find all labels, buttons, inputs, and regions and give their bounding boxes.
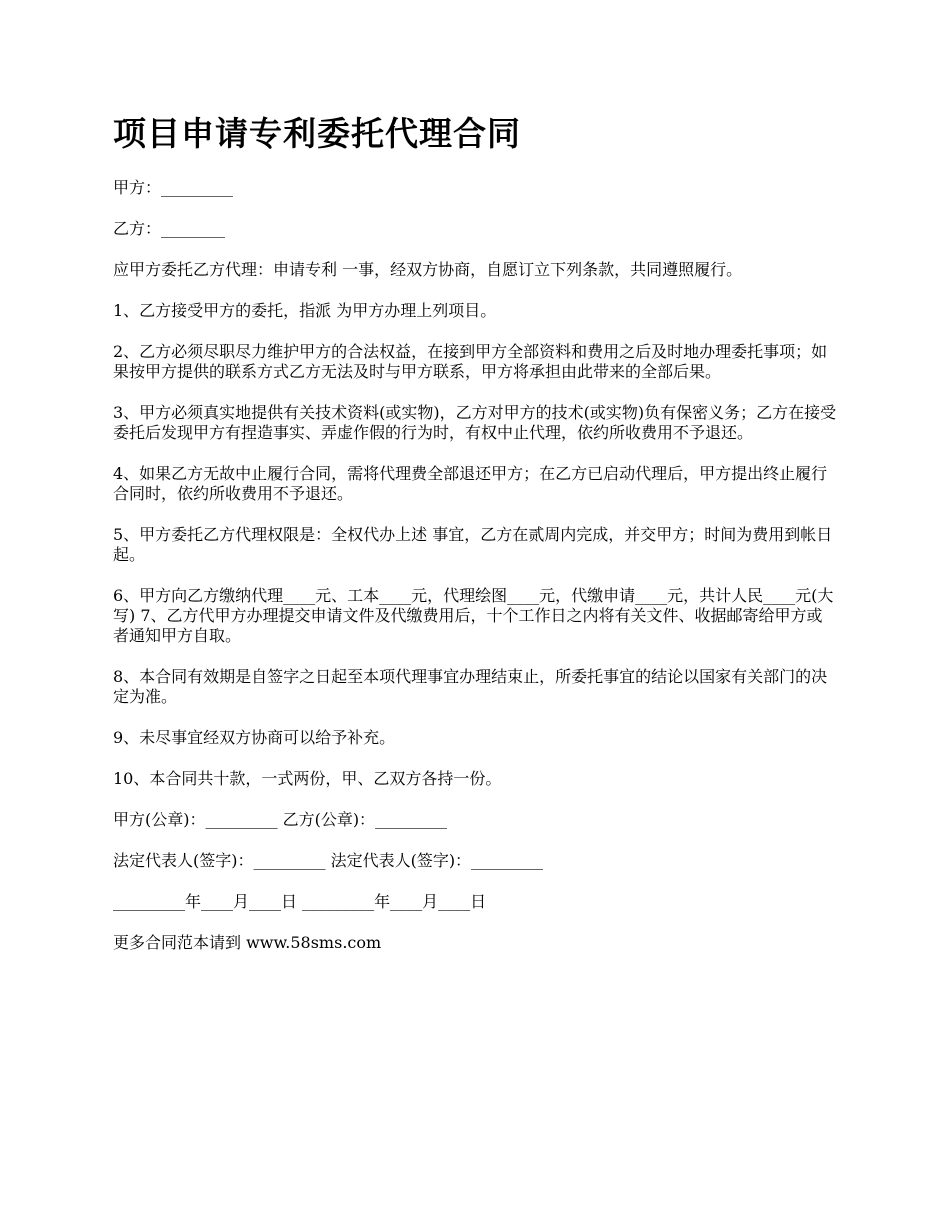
clause-3: 3、甲方必须真实地提供有关技术资料(或实物)，乙方对甲方的技术(或实物)负有保密义务；乙方在接受委托后发现甲方有捏造事实、弄虚作假的行为时，有权中止代理，依约所收费用不予退还。 xyxy=(113,403,837,442)
clause-5: 5、甲方委托乙方代理权限是：全权代办上述 事宜，乙方在贰周内完成，并交甲方；时间为费用到帐日起。 xyxy=(113,525,833,564)
clause-1: 1、乙方接受甲方的委托，指派 为甲方办理上列项目。 xyxy=(113,301,497,320)
clause-9: 9、未尽事宜经双方协商可以给予补充。 xyxy=(113,728,396,747)
document-title: 项目申请专利委托代理合同 xyxy=(113,114,521,153)
clause-6-7: 6、甲方向乙方缴纳代理____元、工本____元，代理绘图____元，代缴申请____元，共计人民____元(大写) 7、乙方代甲方办理提交申请文件及代缴费用后，十个工作日之内将有关文件、收据邮寄给甲方或者通知甲方自取。 xyxy=(113,586,834,645)
clause-10: 10、本合同共十款，一式两份，甲、乙双方各持一份。 xyxy=(113,769,502,788)
clause-2: 2、乙方必须尽职尽力维护甲方的合法权益，在接到甲方全部资料和费用之后及时地办理委托事项；如果按甲方提供的联系方式乙方无法及时与甲方联系，甲方将承担由此带来的全部后果。 xyxy=(113,342,828,381)
intro-paragraph: 应甲方委托乙方代理：申请专利 一事，经双方协商，自愿订立下列条款，共同遵照履行。 xyxy=(113,260,743,279)
contract-document xyxy=(113,112,838,974)
clause-4: 4、如果乙方无故中止履行合同，需将代理费全部退还甲方；在乙方已启动代理后，甲方提出终止履行合同时，依约所收费用不予退还。 xyxy=(113,464,828,503)
clause-8: 8、本合同有效期是自签字之日起至本项代理事宜办理结束止，所委托事宜的结论以国家有关部门的决定为准。 xyxy=(113,667,828,706)
party-b-line: 乙方：________ xyxy=(113,219,226,238)
footer-note: 更多合同范本请到 www.58sms.com xyxy=(113,933,382,952)
signature-representative-line: 法定代表人(签字)：_________ 法定代表人(签字)：_________ xyxy=(113,851,544,870)
party-a-line: 甲方：_________ xyxy=(113,178,234,197)
signature-date-line: _________年____月____日 _________年____月____日 xyxy=(113,892,487,911)
signature-seal-line: 甲方(公章)：_________ 乙方(公章)：_________ xyxy=(113,810,448,829)
